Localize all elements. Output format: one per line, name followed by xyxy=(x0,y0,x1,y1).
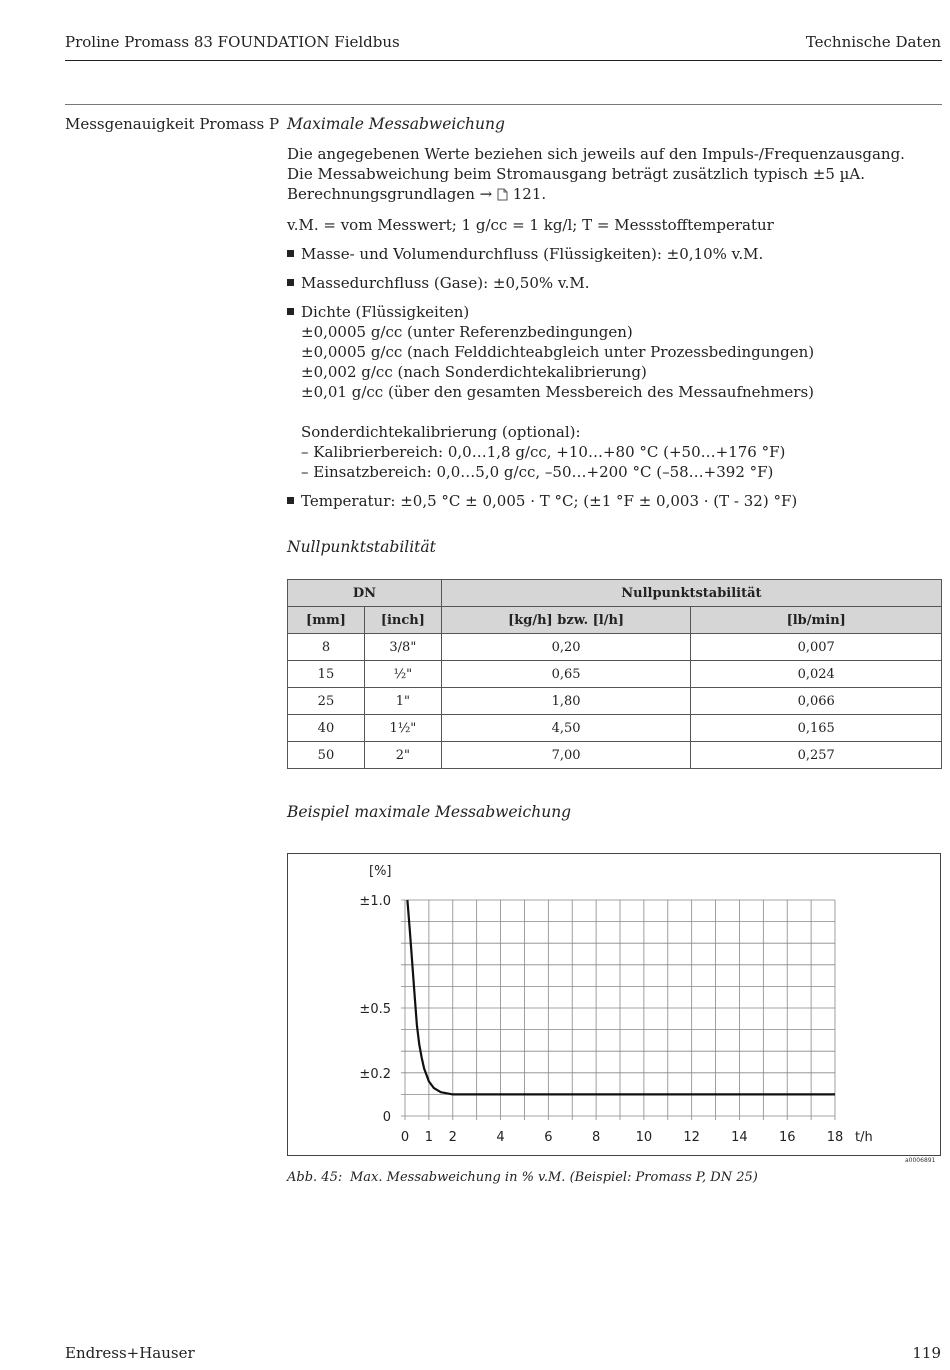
cell-lbmin: 0,066 xyxy=(691,688,942,715)
x-tick-label: 16 xyxy=(778,1130,796,1145)
x-tick-label: 1 xyxy=(424,1130,434,1145)
cell-mm: 25 xyxy=(288,688,365,715)
caption-number: Abb. 45: xyxy=(287,1170,343,1185)
y-tick-label: ±0.5 xyxy=(359,1002,391,1017)
x-tick-label: 10 xyxy=(635,1130,653,1145)
bullet-text: Masse- und Volumendurchfluss (Flüssigkeiten): ±0,10% v.M. xyxy=(301,245,764,263)
x-tick-label: 12 xyxy=(683,1130,700,1145)
cell-mm: 8 xyxy=(288,634,365,661)
cell-lbmin: 0,257 xyxy=(691,742,942,769)
subhead-example: Beispiel maximale Messabweichung xyxy=(287,803,572,821)
section-label: Messgenauigkeit Promass P xyxy=(65,115,280,133)
subhead-max-deviation: Maximale Messabweichung xyxy=(287,115,505,133)
cell-kgh: 0,20 xyxy=(441,634,691,661)
bullet-density xyxy=(287,302,942,482)
x-tick-label: 4 xyxy=(496,1130,505,1145)
series-line xyxy=(407,900,835,1094)
table-row xyxy=(288,742,942,769)
section-rule xyxy=(65,104,942,105)
table-col-kgh: [kg/h] bzw. [l/h] xyxy=(441,607,691,634)
x-tick-label: 2 xyxy=(448,1130,457,1145)
subhead-zero-stability: Nullpunktstabilität xyxy=(287,538,436,556)
figure-caption xyxy=(287,1170,758,1185)
cell-inch: 2" xyxy=(364,742,441,769)
footer-company: Endress+Hauser xyxy=(65,1344,195,1362)
table-col-lbmin: [lb/min] xyxy=(691,607,942,634)
section-content xyxy=(287,114,942,520)
cell-mm: 15 xyxy=(288,661,365,688)
bullet-text: Massedurchfluss (Gase): ±0,50% v.M. xyxy=(301,274,590,292)
definition-line: v.M. = vom Messwert; 1 g/cc = 1 kg/l; T = Messstofftemperatur xyxy=(287,216,774,234)
caption-text: Max. Messabweichung in % v.M. (Beispiel: Promass P, DN 25) xyxy=(350,1170,758,1185)
density-line-1: ±0,0005 g/cc (unter Referenzbedingungen) xyxy=(301,323,633,341)
density-title: Dichte (Flüssigkeiten) xyxy=(301,303,470,321)
header-document-title: Proline Promass 83 FOUNDATION Fieldbus xyxy=(65,33,400,51)
figure-id: a0006891 xyxy=(905,1157,936,1164)
bullet-mass-flow-gas xyxy=(287,273,942,293)
cell-kgh: 7,00 xyxy=(441,742,691,769)
bullet-mass-volume-flow xyxy=(287,244,942,264)
x-tick-label: 0 xyxy=(400,1130,410,1145)
cell-kgh: 0,65 xyxy=(441,661,691,688)
cell-inch: 3/8" xyxy=(364,634,441,661)
cell-inch: 1" xyxy=(364,688,441,715)
density-optional-line-2: – Einsatzbereich: 0,0…5,0 g/cc, –50…+200 °C (–58…+392 °F) xyxy=(301,463,774,481)
cell-kgh: 1,80 xyxy=(441,688,691,715)
intro-line-3 xyxy=(287,184,942,206)
cell-lbmin: 0,165 xyxy=(691,715,942,742)
table-row xyxy=(288,715,942,742)
intro-line-3-text: Berechnungsgrundlagen → xyxy=(287,185,493,203)
density-line-4: ±0,01 g/cc (über den gesamten Messbereich des Messaufnehmers) xyxy=(301,383,815,401)
header-chapter-title: Technische Daten xyxy=(805,33,941,51)
y-tick-label: ±0.2 xyxy=(359,1066,391,1082)
intro-line-3-page: 121. xyxy=(512,185,547,203)
density-line-2: ±0,0005 g/cc (nach Felddichteabgleich unter Prozessbedingungen) xyxy=(301,343,815,361)
intro-line-1: Die angegebenen Werte beziehen sich jeweils auf den Impuls-/Frequenzausgang. xyxy=(287,145,905,163)
x-tick-label: 18 xyxy=(826,1130,844,1145)
table-row xyxy=(288,688,942,715)
cell-lbmin: 0,024 xyxy=(691,661,942,688)
y-axis-label: [%] xyxy=(369,864,392,879)
intro-line-2: Die Messabweichung beim Stromausgang beträgt zusätzlich typisch ±5 µA. xyxy=(287,165,866,183)
bullet-text: Temperatur: ±0,5 °C ± 0,005 · T °C; (±1 °F ± 0,003 · (T - 32) °F) xyxy=(301,492,798,510)
cell-mm: 40 xyxy=(288,715,365,742)
deviation-chart xyxy=(288,854,940,1155)
x-tick-label: 8 xyxy=(591,1130,601,1145)
table-row xyxy=(288,634,942,661)
cell-mm: 50 xyxy=(288,742,365,769)
cell-kgh: 4,50 xyxy=(441,715,691,742)
table-head-zero-stability: Nullpunktstabilität xyxy=(441,580,941,607)
y-tick-label: 0 xyxy=(382,1110,391,1125)
table-col-mm: [mm] xyxy=(288,607,365,634)
x-axis-label: t/h xyxy=(855,1130,873,1145)
header-rule xyxy=(65,60,942,61)
density-optional-title: Sonderdichtekalibrierung (optional): xyxy=(301,423,581,441)
bullet-temperature xyxy=(287,491,942,511)
table-col-inch: [inch] xyxy=(364,607,441,634)
table-row xyxy=(288,661,942,688)
y-tick-label: ±1.0 xyxy=(359,894,391,909)
cell-inch: ½" xyxy=(364,661,441,688)
density-optional-line-1: – Kalibrierbereich: 0,0…1,8 g/cc, +10…+80 °C (+50…+176 °F) xyxy=(301,443,786,461)
page-reference-icon xyxy=(497,186,508,206)
table-head-dn: DN xyxy=(288,580,442,607)
x-tick-label: 14 xyxy=(731,1130,748,1145)
cell-inch: 1½" xyxy=(364,715,441,742)
cell-lbmin: 0,007 xyxy=(691,634,942,661)
density-line-3: ±0,002 g/cc (nach Sonderdichtekalibrierung) xyxy=(301,363,647,381)
footer-page-number: 119 xyxy=(912,1344,941,1362)
zero-stability-table xyxy=(287,579,942,769)
figure-frame xyxy=(287,853,941,1156)
x-tick-label: 6 xyxy=(544,1130,553,1145)
